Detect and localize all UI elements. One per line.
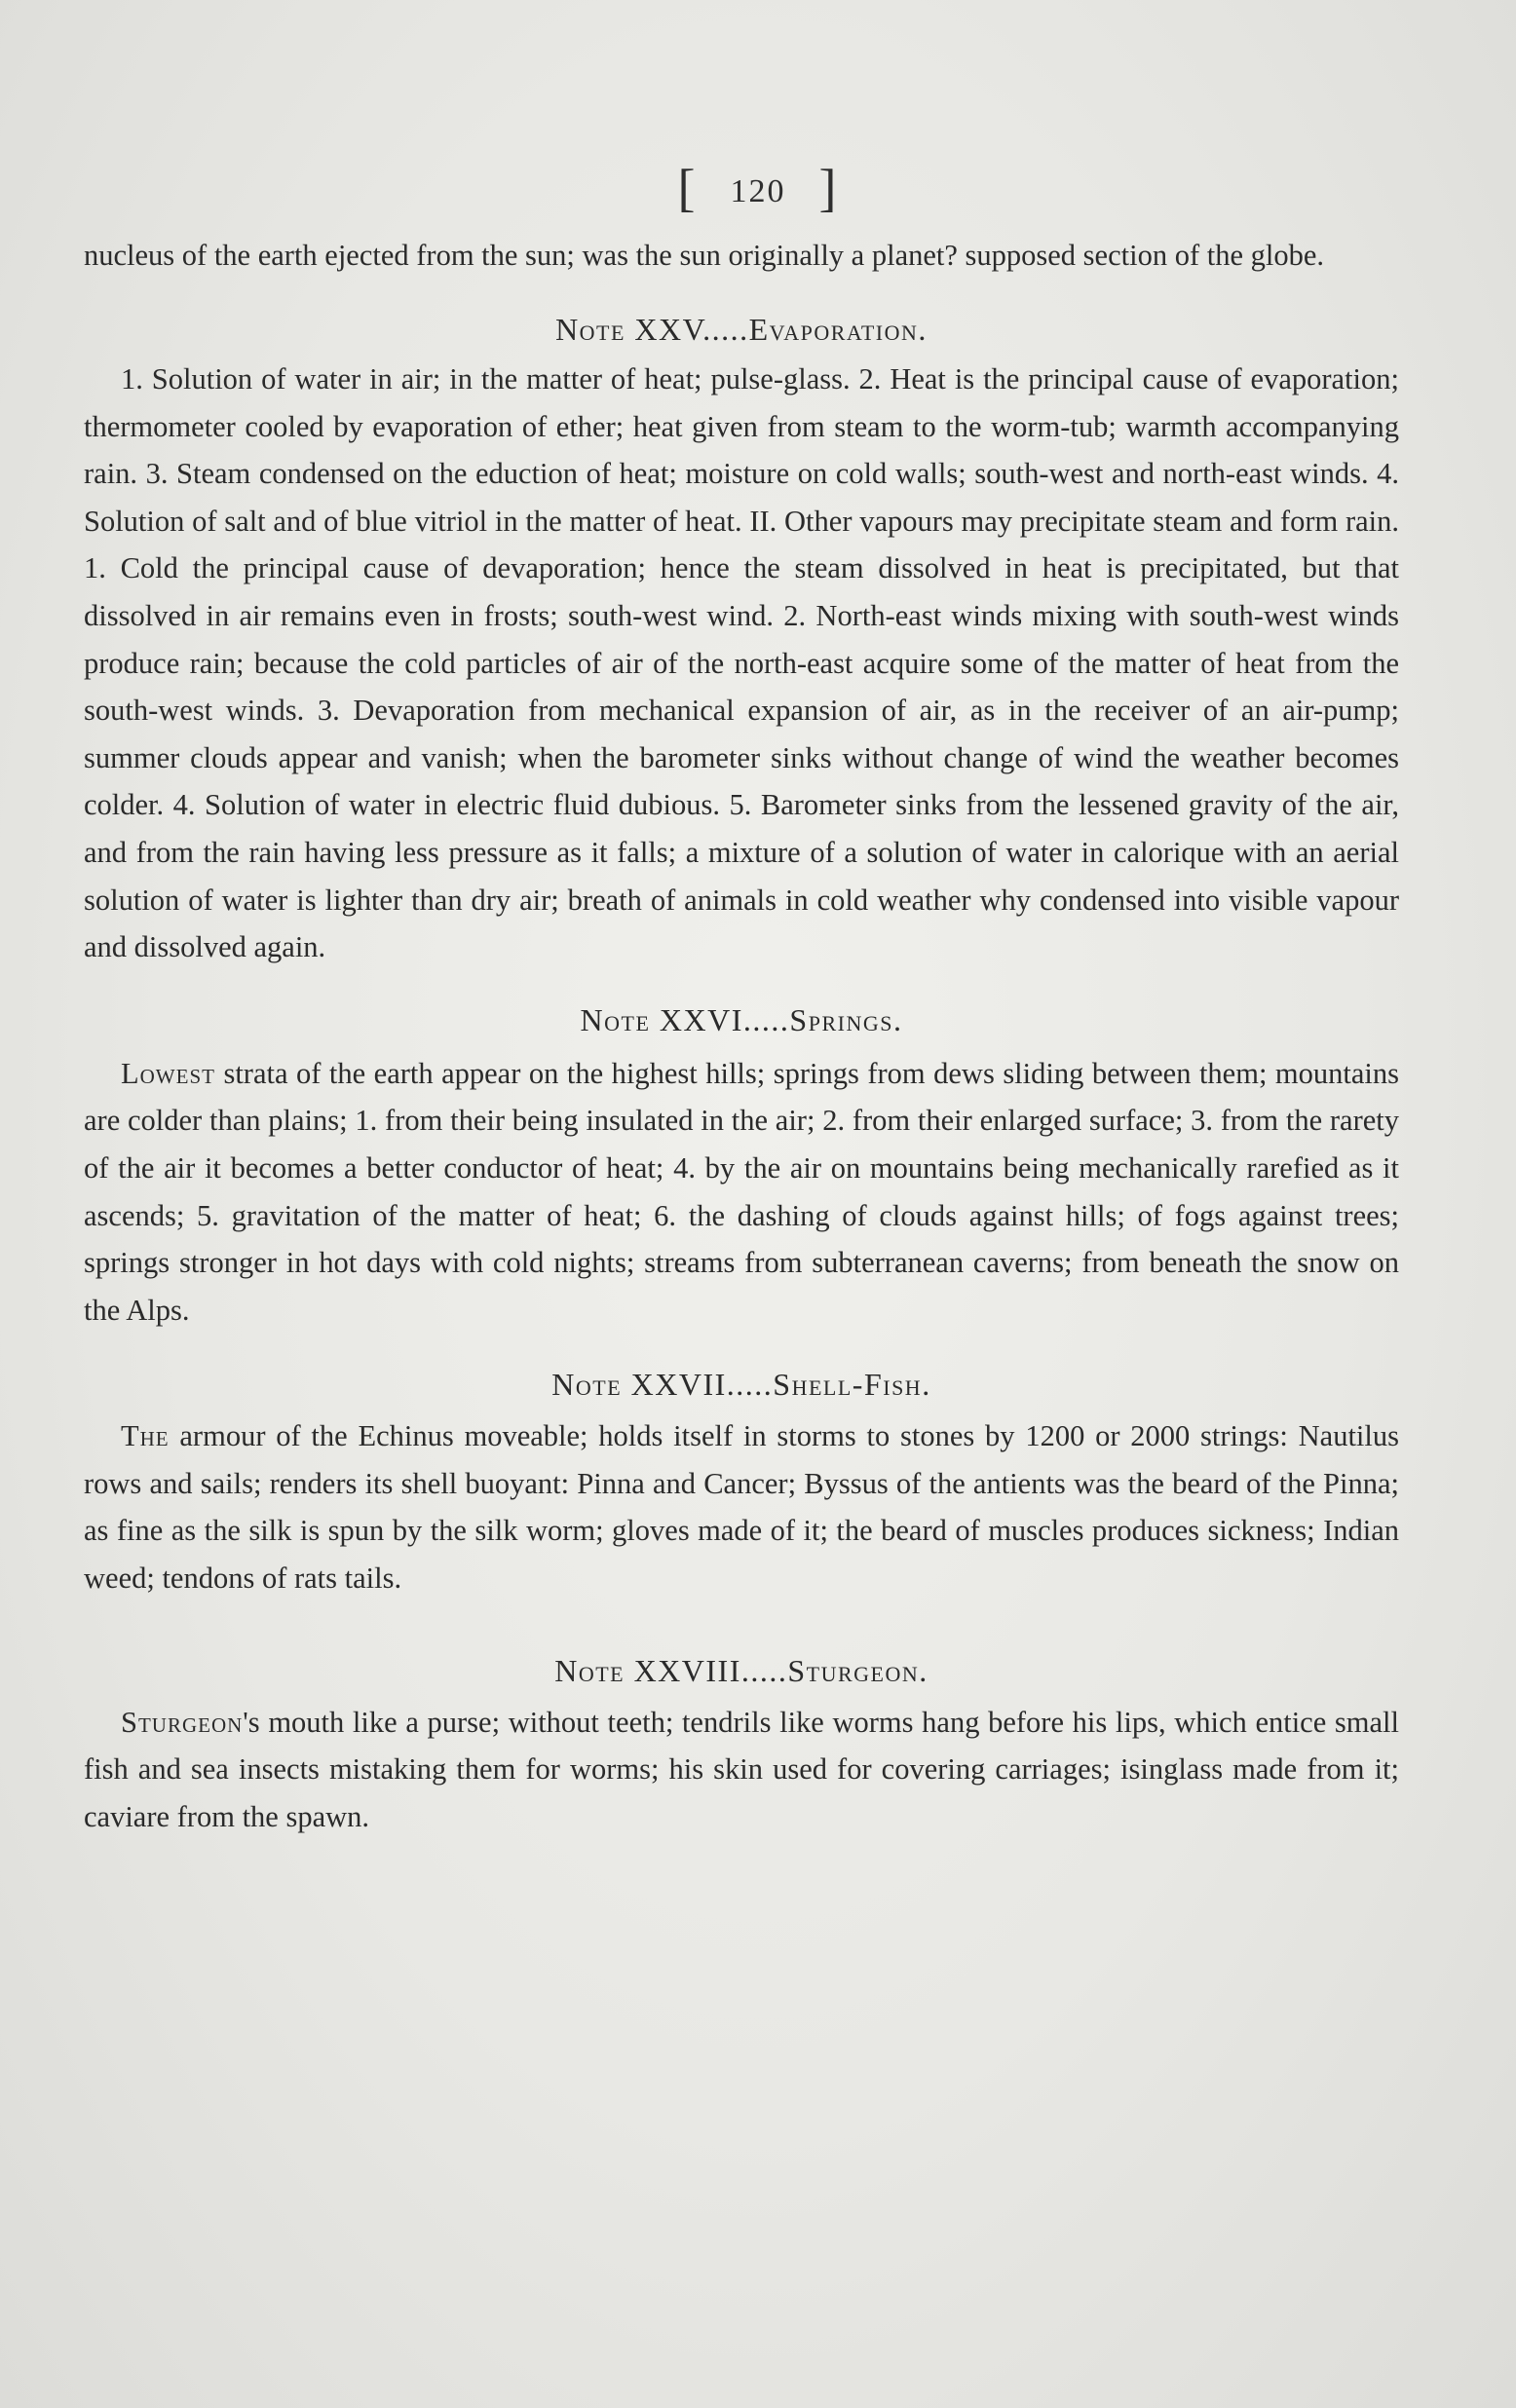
note-heading-xxvi: Note XXVI.....Springs.: [580, 1001, 903, 1037]
note-body-xxvii-text: armour of the Echinus moveable; holds itself in storms to stones by 1200 or 2000 strings: Nautilus rows and sails; renders its shell buoyant: Pinna and Cancer; Byssus of the antients was the beard of the Pinna; as fine as the silk is spun by the silk worm; gloves made of it; the beard of muscles produces sickness; Indian weed; tendons of rats tails.: [84, 1419, 1399, 1596]
note-body-xxviii: [84, 1699, 1399, 1841]
note-body-xxviii-text: 's mouth like a purse; without teeth; tendrils like worms hang before his lips, which entice small fish and sea insects mistaking them for worms; his skin used for covering carriages; isinglass made from it; caviare from the spawn.: [84, 1705, 1399, 1833]
note-lead-xxvii: The: [121, 1419, 170, 1453]
note-heading-xxviii: Note XXVIII.....Sturgeon.: [554, 1652, 929, 1688]
note-body-xxvi-text: strata of the earth appear on the highest hills; springs from dews sliding between them; mountains are colder than plains; 1. from their being insulated in the air; 2. from their enlarged surface; 3. from the rarety of the air it becomes a better conductor of heat; 4. by the air on mountains being mechanically rarefied as it ascends; 5. gravitation of the matter of heat; 6. the dashing of clouds against hills; of fogs against trees; springs stronger in hot days with cold nights; streams from subterranean caverns; from beneath the snow on the Alps.: [84, 1056, 1399, 1327]
note-body-xxvii: [84, 1412, 1399, 1601]
note-body-xxvi: [84, 1050, 1399, 1335]
note-body-xxv-text: 1. Solution of water in air; in the matter of heat; pulse-glass. 2. Heat is the principal cause of evaporation; thermometer cooled by evaporation of ether; heat given from steam to the worm-tub; warmth accompanying rain. 3. Steam condensed on the eduction of heat; moisture on cold walls; south-west and north-east winds. 4. Solution of salt and of blue vitriol in the matter of heat. II. Other vapours may precipitate steam and form rain. 1. Cold the principal cause of devaporation; hence the steam dissolved in heat is precipitated, but that dissolved in air remains even in frosts; south-west wind. 2. North-east winds mixing with south-west winds produce rain; because the cold particles of air of the north-east acquire some of the matter of heat from the south-west winds. 3. Devaporation from mechanical expansion of air, as in the receiver of an air-pump; summer clouds appear and vanish; when the barometer sinks without change of wind the weather becomes colder. 4. Solution of water in electric fluid dubious. 5. Barometer sinks from the lessened gravity of the air, and from the rain having less pressure as it falls; a mixture of a solution of water in calorique with an aerial solution of water is lighter than dry air; breath of animals in cold weather why condensed into visible vapour and dissolved again.: [84, 362, 1399, 964]
note-body-xxv: [84, 356, 1399, 971]
bracket-close: ]: [818, 159, 839, 217]
page-number: [0, 158, 1516, 218]
page-number-value: 120: [730, 173, 786, 209]
bracket-open: [: [677, 159, 698, 217]
note-heading-xxvii: Note XXVII.....Shell-Fish.: [551, 1367, 931, 1403]
page-content: [84, 232, 1399, 1840]
continuation-paragraph: nucleus of the earth ejected from the sun; was the sun originally a planet? supposed section of the globe.: [84, 239, 1325, 272]
note-lead-xxviii: Sturgeon: [121, 1705, 244, 1739]
note-lead-xxvi: Lowest: [121, 1056, 215, 1090]
note-heading-xxv: Note XXV.....Evaporation.: [555, 312, 928, 347]
